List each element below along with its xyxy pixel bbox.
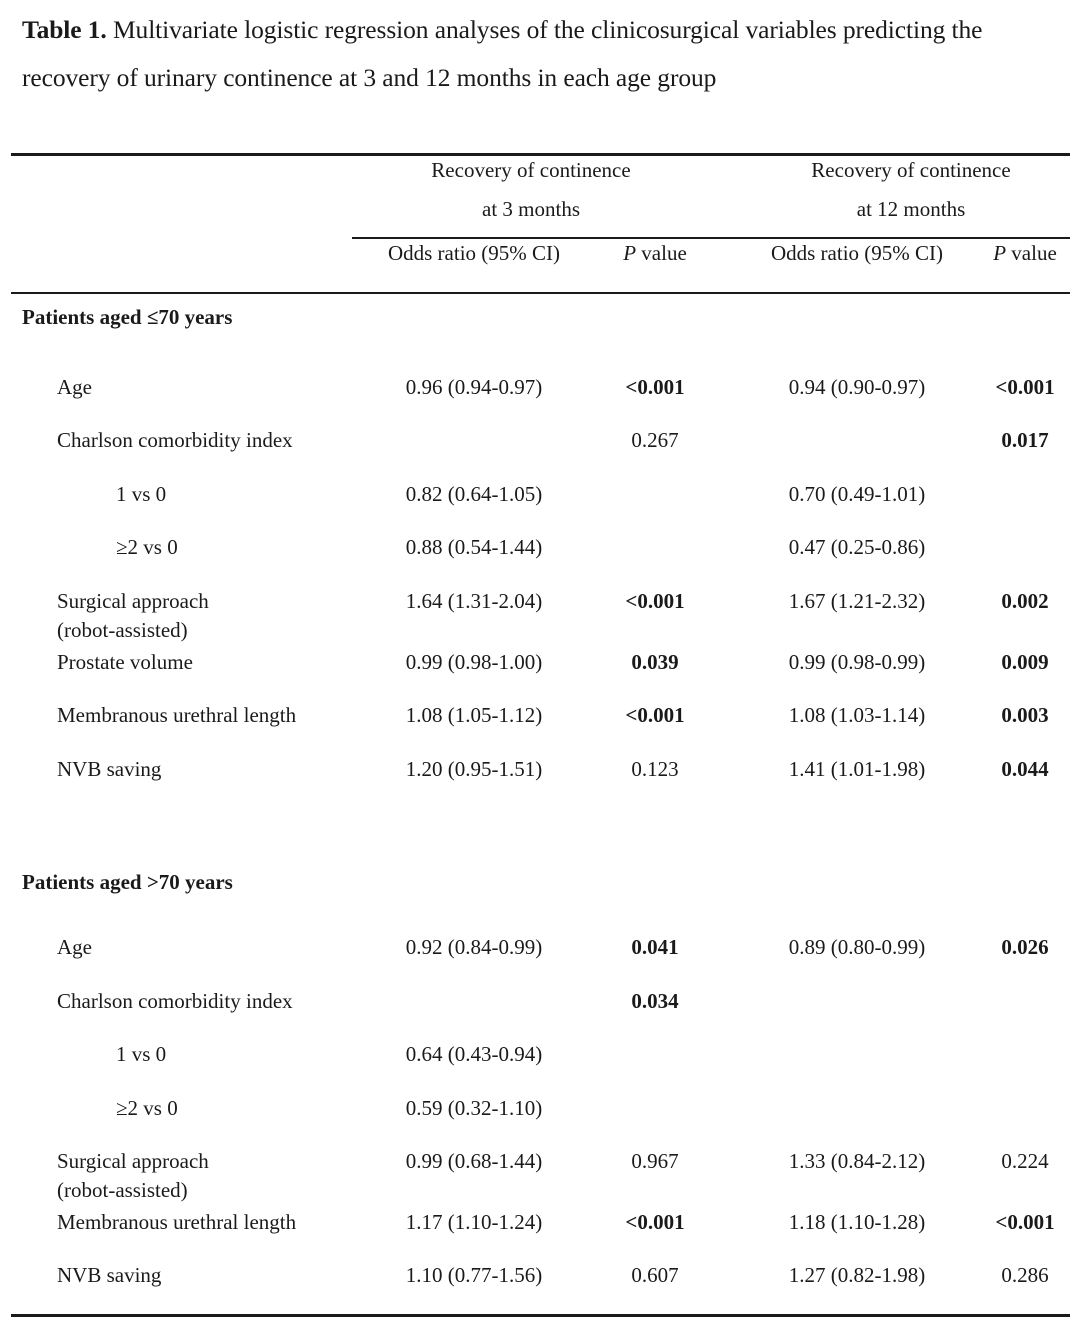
p-value-12m: <0.001: [995, 375, 1055, 399]
odds-ratio-12m: 0.99 (0.98-0.99): [788, 650, 926, 674]
p-value-12m: 0.286: [1001, 1263, 1049, 1287]
p-value-3m: <0.001: [625, 703, 685, 727]
row-label: Surgical approach: [57, 1149, 209, 1173]
odds-ratio-3m: 1.20 (0.95-1.51): [405, 757, 543, 781]
row-label: ≥2 vs 0: [116, 1096, 178, 1120]
header-rule: [11, 292, 1070, 294]
group-header-12m-line2: at 12 months: [856, 197, 966, 221]
p-value-3m: 0.041: [631, 935, 679, 959]
odds-ratio-3m: 1.64 (1.31-2.04): [405, 589, 543, 613]
odds-ratio-3m: 0.99 (0.68-1.44): [405, 1149, 543, 1173]
p-value-3m: 0.039: [631, 650, 679, 674]
p-value-12m: 0.044: [1001, 757, 1049, 781]
odds-ratio-3m: 1.17 (1.10-1.24): [405, 1210, 543, 1234]
group-header-3m-line2: at 3 months: [482, 197, 580, 221]
odds-ratio-12m: 1.67 (1.21-2.32): [788, 589, 926, 613]
row-label: ≥2 vs 0: [116, 535, 178, 559]
row-label: Prostate volume: [57, 650, 193, 674]
group-header-3m-line1: Recovery of continence: [431, 158, 631, 182]
row-label: (robot-assisted): [57, 1178, 188, 1202]
section-title: Patients aged ≤70 years: [22, 305, 233, 329]
group-header-12m-line1: Recovery of continence: [811, 158, 1011, 182]
p-value-3m: 0.267: [631, 428, 679, 452]
p-value-3m: <0.001: [625, 1210, 685, 1234]
row-label: NVB saving: [57, 757, 162, 781]
odds-ratio-3m: 1.10 (0.77-1.56): [405, 1263, 543, 1287]
p-value-3m: <0.001: [625, 589, 685, 613]
odds-ratio-3m: 0.96 (0.94-0.97): [405, 375, 543, 399]
row-label: Membranous urethral length: [57, 1210, 297, 1234]
odds-ratio-12m: 0.47 (0.25-0.86): [788, 535, 926, 559]
p-value-12m: 0.017: [1001, 428, 1049, 452]
row-label: Charlson comorbidity index: [57, 428, 293, 452]
odds-ratio-12m: 1.27 (0.82-1.98): [788, 1263, 926, 1287]
row-label: 1 vs 0: [116, 1042, 167, 1066]
row-label: Surgical approach: [57, 589, 209, 613]
row-label: Membranous urethral length: [57, 703, 297, 727]
odds-ratio-3m: 0.92 (0.84-0.99): [405, 935, 543, 959]
p-value-12m: 0.026: [1001, 935, 1049, 959]
odds-ratio-3m: 0.59 (0.32-1.10): [405, 1096, 543, 1120]
odds-ratio-3m: 0.99 (0.98-1.00): [405, 650, 543, 674]
row-label: Charlson comorbidity index: [57, 989, 293, 1013]
odds-ratio-12m: 1.18 (1.10-1.28): [788, 1210, 926, 1234]
odds-ratio-3m: 1.08 (1.05-1.12): [405, 703, 543, 727]
row-label: Age: [57, 375, 92, 399]
p-value-3m: 0.034: [631, 989, 679, 1013]
p-value-12m: 0.224: [1001, 1149, 1049, 1173]
p-value-3m: <0.001: [625, 375, 685, 399]
odds-ratio-12m: 1.41 (1.01-1.98): [788, 757, 926, 781]
row-label: NVB saving: [57, 1263, 162, 1287]
table-caption: [22, 6, 1074, 102]
odds-ratio-12m: 0.89 (0.80-0.99): [788, 935, 926, 959]
row-label: Age: [57, 935, 92, 959]
row-label: 1 vs 0: [116, 482, 167, 506]
odds-ratio-12m: 1.08 (1.03-1.14): [788, 703, 926, 727]
column-header-or-12m: Odds ratio (95% CI): [770, 241, 944, 265]
p-value-12m: 0.009: [1001, 650, 1049, 674]
bottom-rule: [11, 1314, 1070, 1317]
column-header-p-3m: P value: [623, 241, 687, 265]
odds-ratio-12m: 0.94 (0.90-0.97): [788, 375, 926, 399]
p-value-12m: 0.003: [1001, 703, 1049, 727]
p-value-3m: 0.967: [631, 1149, 679, 1173]
row-label: (robot-assisted): [57, 618, 188, 642]
odds-ratio-12m: 1.33 (0.84-2.12): [788, 1149, 926, 1173]
odds-ratio-3m: 0.82 (0.64-1.05): [405, 482, 543, 506]
odds-ratio-3m: 0.64 (0.43-0.94): [405, 1042, 543, 1066]
section-title: Patients aged >70 years: [22, 870, 233, 894]
odds-ratio-12m: 0.70 (0.49-1.01): [788, 482, 926, 506]
column-header-p-12m: P value: [993, 241, 1057, 265]
caption-label: Table 1.: [22, 15, 107, 44]
p-value-12m: 0.002: [1001, 589, 1049, 613]
column-header-or-3m: Odds ratio (95% CI): [387, 241, 561, 265]
odds-ratio-3m: 0.88 (0.54-1.44): [405, 535, 543, 559]
p-value-12m: <0.001: [995, 1210, 1055, 1234]
p-value-3m: 0.123: [631, 757, 679, 781]
caption-text: Multivariate logistic regression analyses of the clinicosurgical variables predicting the recovery of urinary continence at 3 and 12 months in each age group: [22, 15, 983, 92]
p-value-3m: 0.607: [631, 1263, 679, 1287]
